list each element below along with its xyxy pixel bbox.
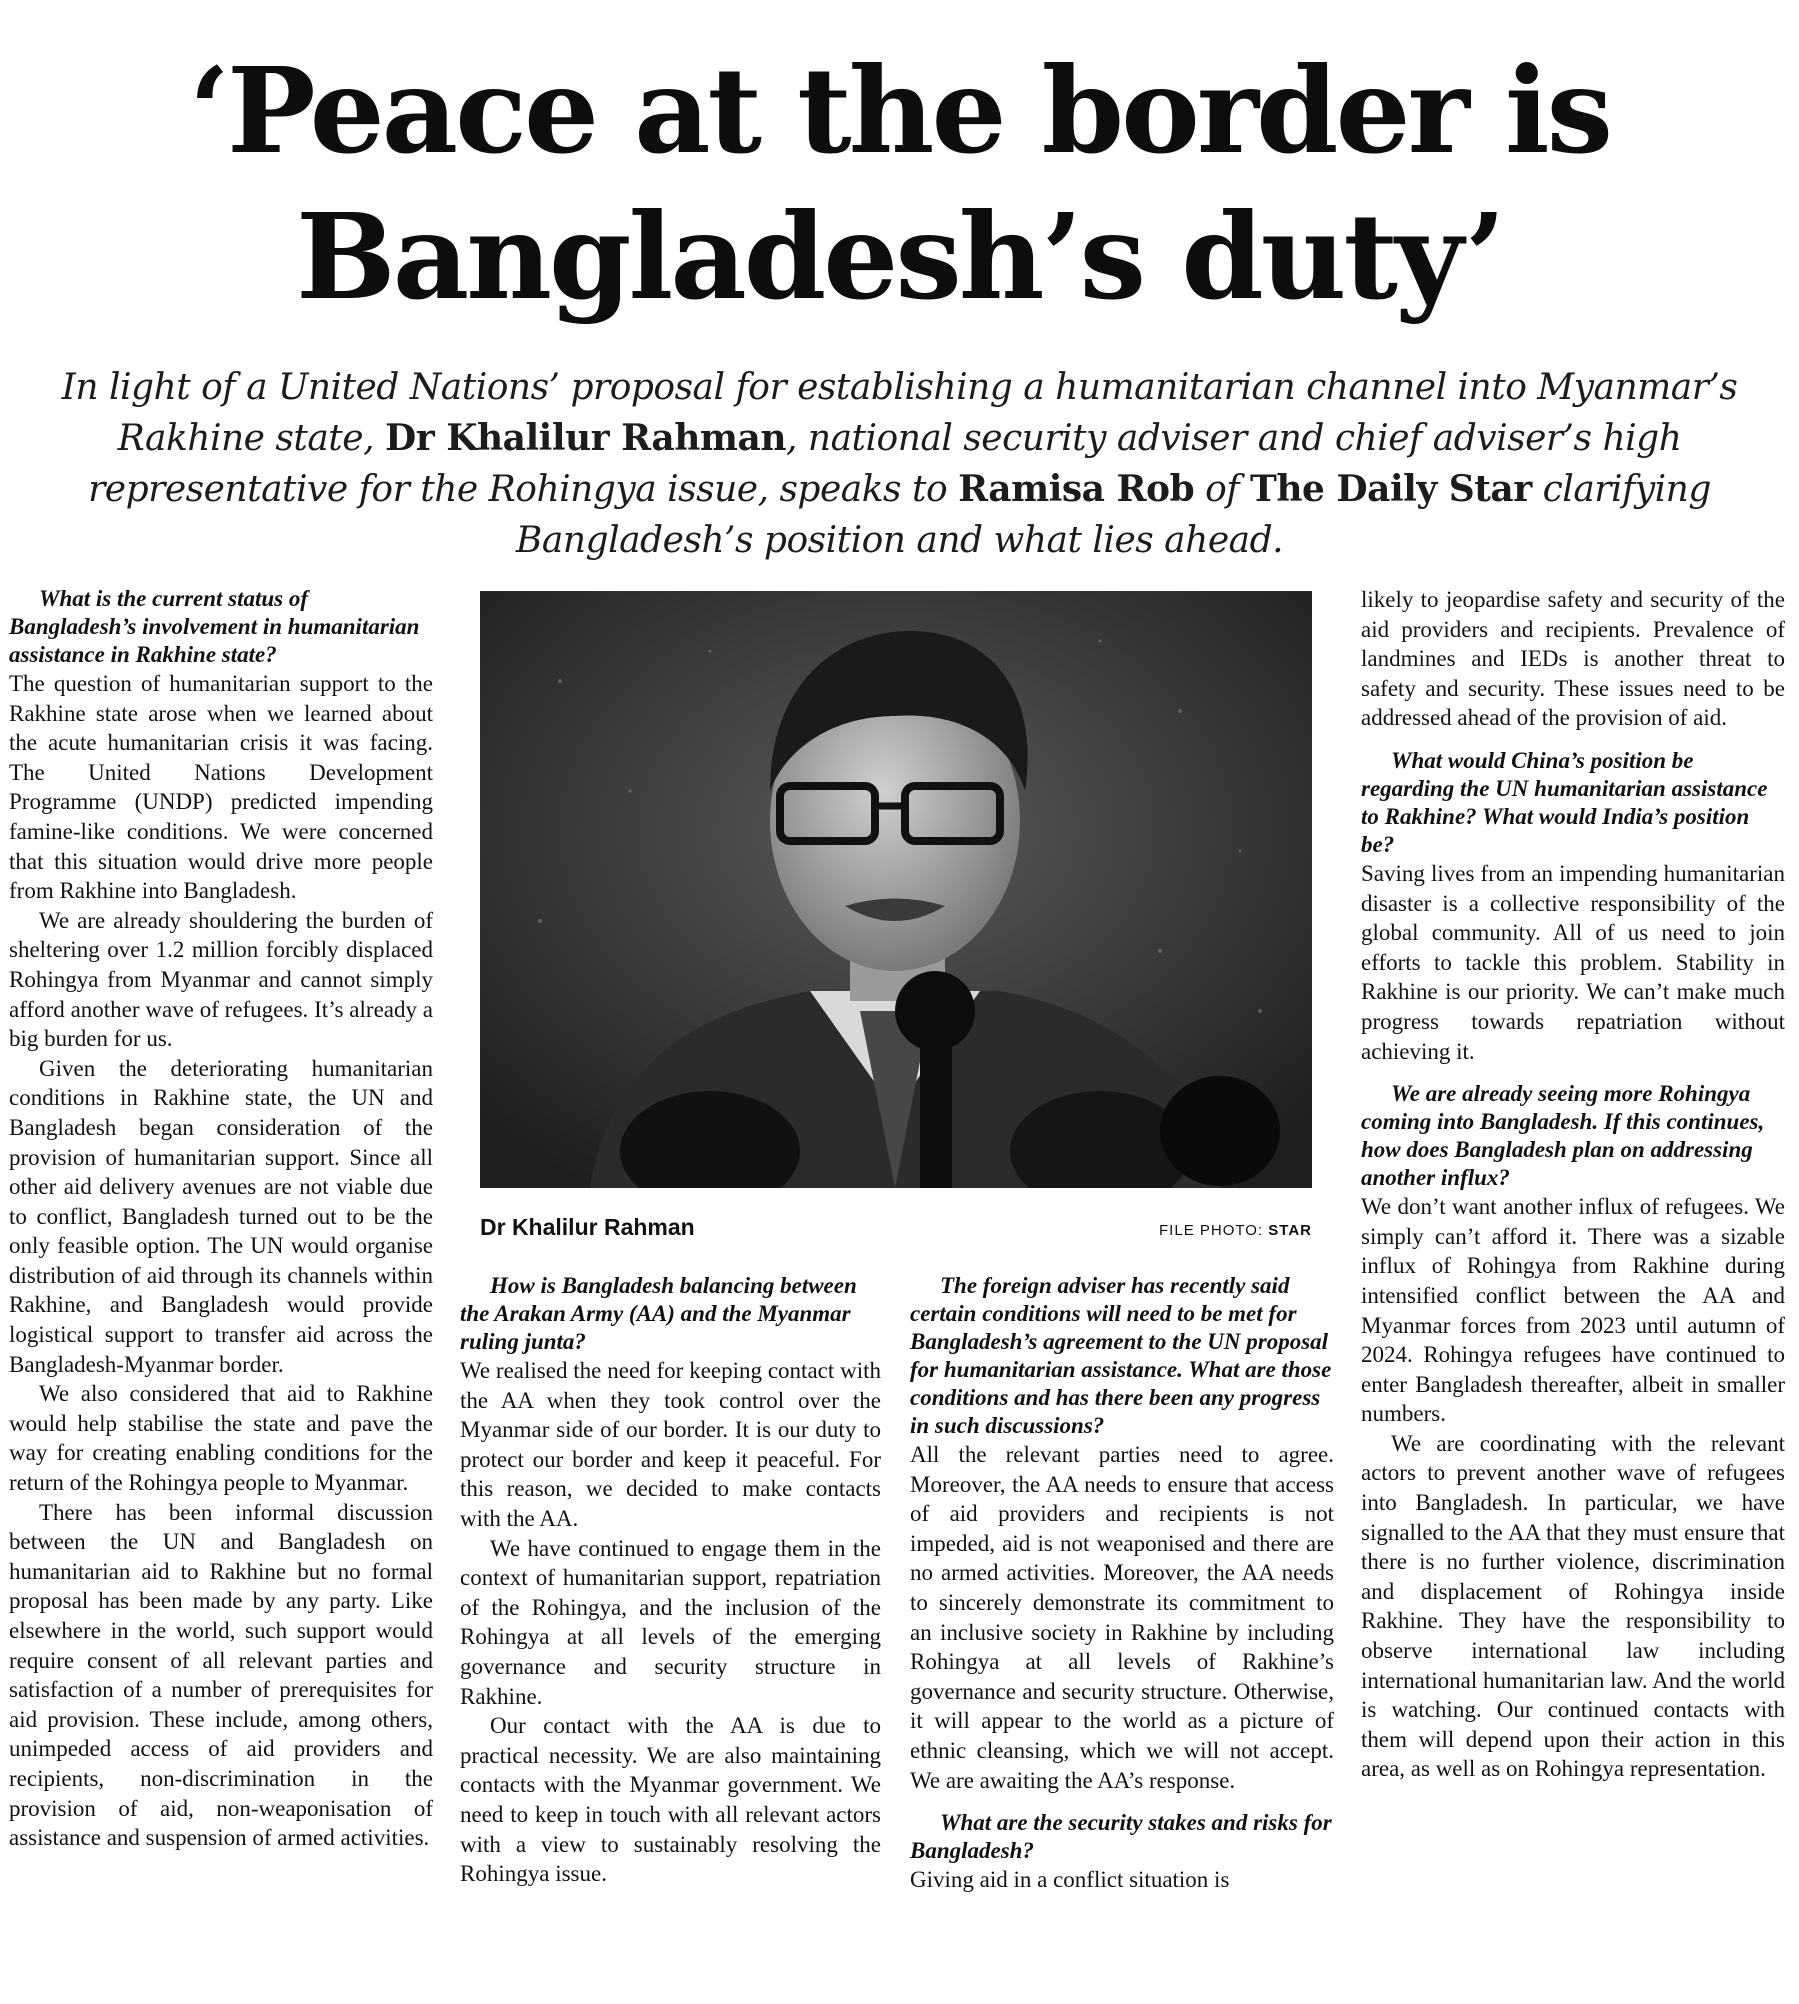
headline-line-2: Bangladesh’s duty’	[296, 187, 1503, 326]
interviewer-name: Ramisa Rob	[958, 468, 1195, 510]
caption-name: Dr Khalilur Rahman	[480, 1214, 695, 1240]
standfirst-text: clarifying	[1531, 469, 1711, 510]
photo-caption	[480, 1214, 1312, 1241]
answer-paragraph: We realised the need for keeping contact with the AA when they took control over the Myanmar side of our border. It is our duty to protect our border and keep it peaceful. For this reason, we decided to make contacts with the AA.	[460, 1358, 881, 1531]
photo-credit-prefix: FILE PHOTO:	[1159, 1222, 1269, 1239]
answer-paragraph: The question of humanitarian support to the Rakhine state arose when we learned about the acute humanitarian crisis it was facing. The United Nations Development Programme (UNDP) predicted impending famine-like conditions. We were concerned that this situation would drive more people from Rakhine into Bangladesh.	[9, 671, 433, 904]
answer-paragraph: Saving lives from an impending humanitarian disaster is a collective responsibility of the global community. All of us need to join efforts to tackle this problem. Stability in Rakhine is our priority. We can’t make much progress towards repatriation without achieving it.	[1361, 860, 1785, 1064]
photo-credit	[1159, 1222, 1312, 1239]
publication-name: The Daily Star	[1250, 468, 1532, 510]
question: How is Bangladesh balancing between the Arakan Army (AA) and the Myanmar ruling junta?	[460, 1273, 857, 1354]
answer-paragraph: Giving aid in a conflict situation is	[910, 1867, 1230, 1893]
answer-paragraph: We are already shouldering the burden of sheltering over 1.2 million forcibly displaced Rohingya from Myanmar and cannot simply afford another wave of refugees. It’s already a big burden for us.	[9, 907, 433, 1052]
answer-paragraph: Given the deteriorating humanitarian conditions in Rakhine state, the UN and Bangladesh began consideration of the provision of humanitarian support. Since all other aid delivery avenues are not viable due to conflict, Bangladesh turned out to be the only feasible option. The UN would organise distribution of aid through its channels within Rakhine, and Bangladesh would provide logistical support to transfer aid across the Bangladesh-Myanmar border.	[9, 1055, 433, 1377]
standfirst-text: Rakhine state,	[117, 418, 385, 459]
answer-paragraph: We also considered that aid to Rakhine would help stabilise the state and pave the way for creating enabling conditions for the return of the Rohingya people to Myanmar.	[9, 1381, 433, 1496]
interviewee-name: Dr Khalilur Rahman	[384, 417, 787, 459]
question: What are the security stakes and risks for Bangladesh?	[910, 1810, 1332, 1864]
answer-paragraph: There has been informal discussion between the UN and Bangladesh on humanitarian aid to Rakhine but no formal proposal has been made by any party. Like elsewhere in the world, such support would require consent of all relevant parties and satisfaction of a number of prerequisites for aid provision. These include, among others, unimpeded access of aid providers and recipients, non-discrimination in the provision of aid, non-weaponisation of assistance and suspension of armed activities.	[9, 1499, 433, 1851]
article-column-2	[460, 1272, 881, 1889]
question: We are already seeing more Rohingya coming into Bangladesh. If this continues, how does Bangladesh plan on addressing another influx?	[1361, 1081, 1765, 1191]
standfirst-line-4: Bangladesh’s position and what lies ahead.	[515, 520, 1284, 561]
answer-paragraph: likely to jeopardise safety and security of the aid providers and recipients. Prevalence of landmines and IEDs is another threat to safety and security. These issues need to be addressed ahead of the provision of aid.	[1361, 587, 1785, 731]
standfirst-line-1: In light of a United Nations’ proposal for establishing a humanitarian channel into Myanmar’s	[61, 367, 1738, 408]
article-column-1	[9, 585, 433, 1853]
answer-paragraph: All the relevant parties need to agree. Moreover, the AA needs to ensure that access of aid providers and recipients is not impeded, aid is not weaponised and there are no armed activities. Moreover, the AA needs to sincerely demonstrate its commitment to an inclusive society in Rakhine by including Rohingya at all levels of Rakhine’s governance and security structure. Otherwise, it will appear to the world as a picture of ethnic cleansing, which we will not accept. We are awaiting the AA’s response.	[910, 1442, 1334, 1793]
standfirst-text: of	[1194, 469, 1251, 510]
answer-paragraph: We are coordinating with the relevant actors to prevent another wave of refugees into Bangladesh. In particular, we have signalled to the AA that they must ensure that there is no further violence, discrimination and displacement of Rohingya inside Rakhine. They have the responsibility to observe international law including international humanitarian law. And the world is watching. Our continued contacts with them will depend upon their action in this area, as well as on Rohingya representation.	[1361, 1430, 1785, 1782]
article-column-3	[910, 1272, 1334, 1895]
question: What would China’s position be regarding the UN humanitarian assistance to Rakhine? What would India’s position be?	[1361, 747, 1768, 857]
question: What is the current status of Bangladesh’s involvement in humanitarian assistance in Rakhine state?	[9, 586, 420, 667]
standfirst-line-3	[0, 464, 1799, 515]
question: The foreign adviser has recently said certain conditions will need to be met for Bangladesh’s agreement to the UN proposal for humanitarian assistance. What are those conditions and has there been any progress in such discussions?	[910, 1273, 1332, 1438]
headline-line-1: ‘Peace at the border is	[188, 41, 1611, 180]
standfirst-text: representative for the Rohingya issue, speaks to	[88, 469, 959, 510]
answer-paragraph: Our contact with the AA is due to practical necessity. We are also maintaining contacts with the Myanmar government. We need to keep in touch with all relevant actors with a view to sustainably resolving the Rohingya issue.	[460, 1713, 881, 1887]
headline	[0, 38, 1799, 330]
photo-credit-source: STAR	[1268, 1222, 1312, 1239]
standfirst-text: , national security adviser and chief adviser’s high	[786, 418, 1682, 459]
portrait-photo	[480, 591, 1312, 1188]
standfirst-line-2	[0, 413, 1799, 464]
portrait-illustration	[480, 591, 1312, 1188]
answer-paragraph: We don’t want another influx of refugees. We simply can’t afford it. There was a sizable influx of Rohingya from Rakhine during intensified conflict between the AA and Myanmar forces from 2023 until autumn of 2024. Rohingya refugees have continued to enter Bangladesh thereafter, albeit in smaller numbers.	[1361, 1194, 1785, 1427]
answer-paragraph: We have continued to engage them in the context of humanitarian support, repatriation of the Rohingya, and the inclusion of the Rohingya at all levels of the emerging governance and security structure in Rakhine.	[460, 1535, 881, 1709]
standfirst	[0, 362, 1799, 566]
article-column-4	[1361, 585, 1785, 1784]
